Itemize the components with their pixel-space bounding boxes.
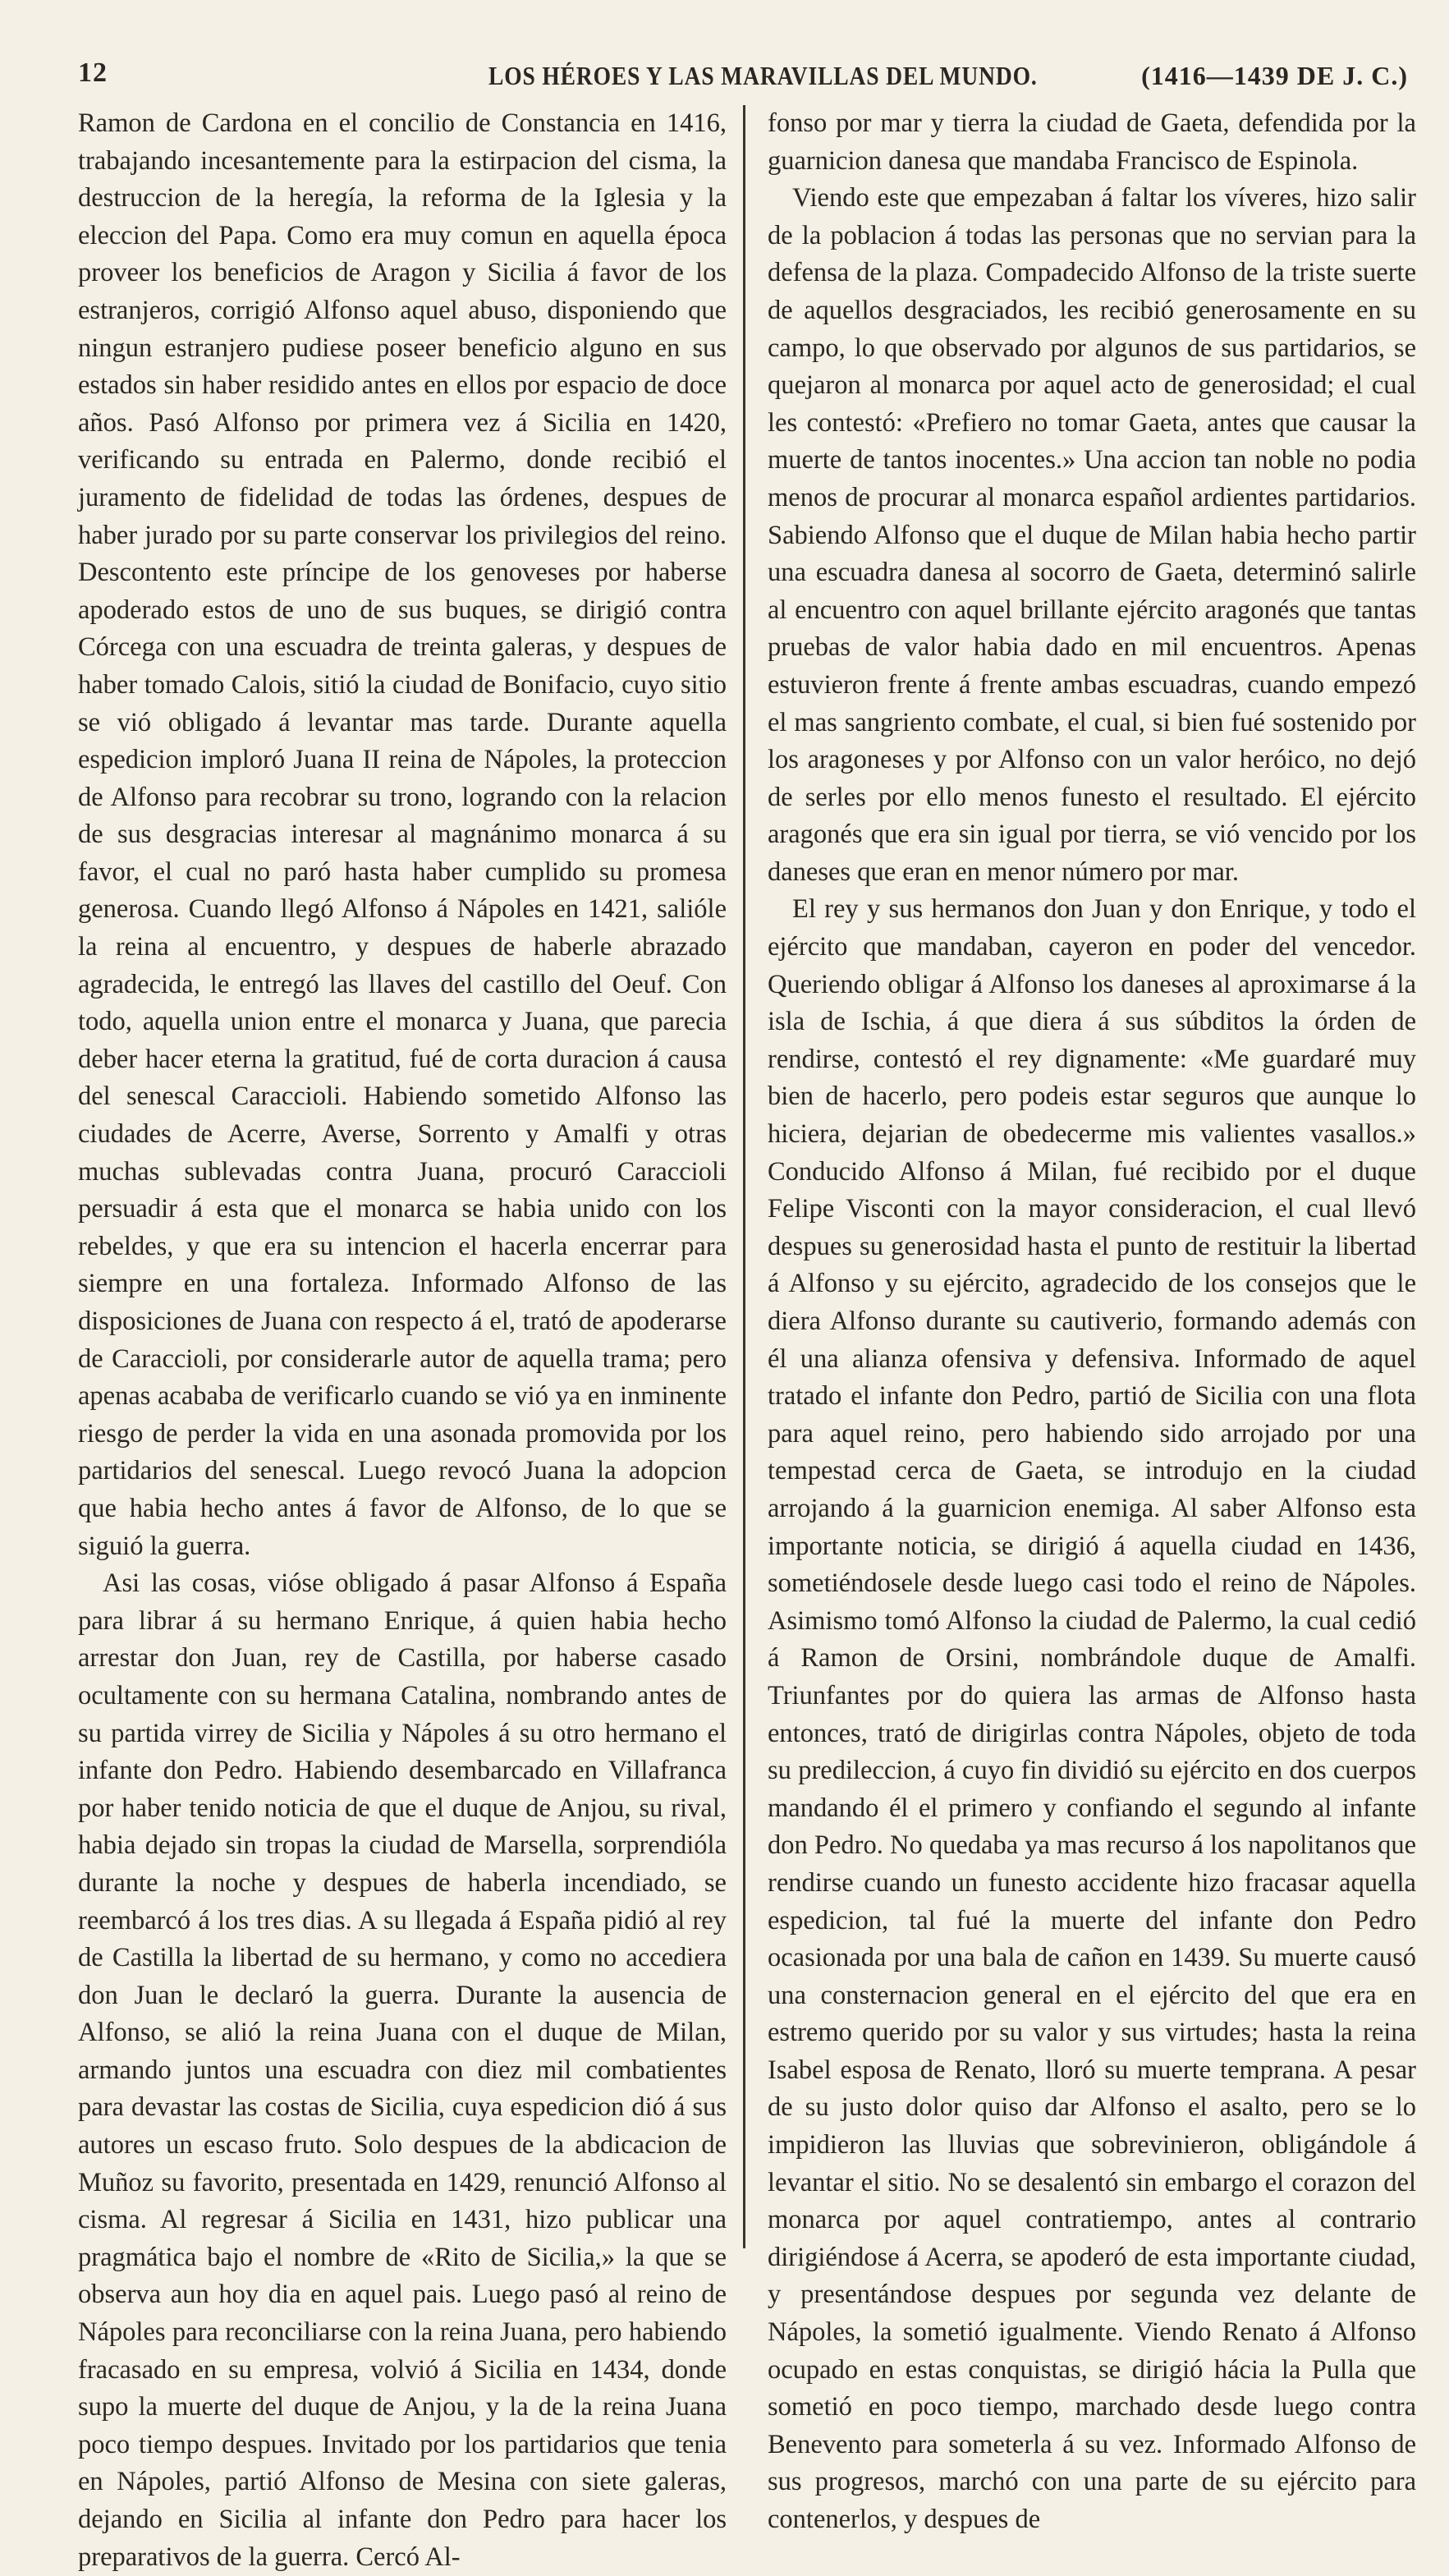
right-column — [768, 105, 1416, 2534]
left-column — [78, 105, 727, 2572]
paragraph: Ramon de Cardona en el concilio de Constancia en 1416, trabajando incesantemente para la estirpacion del cisma, la destruccion de la heregía, la reforma de la Iglesia y la eleccion del Papa. Como era muy comun en aquella época proveer los beneficios de Aragon y Sicilia á favor de los estranjeros, corrigió Alfonso aquel abuso, disponiendo que ningun estranjero pudiese poseer beneficio alguno en sus estados sin haber residido antes en ellos por espacio de doce años. Pasó Alfonso por primera vez á Sicilia en 1420, verificando su entrada en Palermo, donde recibió el juramento de fidelidad de todas las órdenes, despues de haber jurado por su parte conservar los privilegios del reino. Descontento este príncipe de los genoveses por haberse apoderado estos de uno de sus buques, se dirigió contra Córcega con una escuadra de treinta galeras, y despues de haber tomado Calois, sitió la ciudad de Bonifacio, cuyo sitio se vió obligado á levantar mas tarde. Durante aquella espedicion imploró Juana II reina de Nápoles, la proteccion de Alfonso para recobrar su trono, logrando con la relacion de sus desgracias interesar al magnánimo monarca á su favor, el cual no paró hasta haber cumplido su promesa generosa. Cuando llegó Alfonso á Nápoles en 1421, salióle la reina al encuentro, y despues de haberle abrazado agradecida, le entregó las llaves del castillo del Oeuf. Con todo, aquella union entre el monarca y Juana, que parecia deber hacer eterna la gratitud, fué de corta duracion á causa del senescal Caraccioli. Habiendo sometido Alfonso las ciudades de Acerre, Averse, Sorrento y Amalfi y otras muchas sublevadas contra Juana, procuró Caraccioli persuadir á esta que el monarca se habia unido con los rebeldes, y que era su intencion el hacerla encerrar para siempre en una fortaleza. Informado Alfonso de las disposiciones de Juana con respecto á el, trató de apoderarse de Caraccioli, por considerarle autor de aquella trama; pero apenas acababa de verificarlo cuando se vió ya en inminente riesgo de perder la vida en una asonada promovida por los partidarios del senescal. Luego revocó Juana la adopcion que habia hecho antes á favor de Alfonso, de lo que se siguió la guerra. — [78, 108, 727, 1561]
page-header — [78, 51, 1408, 100]
running-dates: (1416—1439 DE J. C.) — [1141, 61, 1408, 90]
page-number: 12 — [78, 57, 108, 88]
paragraph: Viendo este que empezaban á faltar los víveres, hizo salir de la poblacion á todas las personas que no servian para la defensa de la plaza. Compadecido Alfonso de la triste suerte de aquellos desgraciados, les recibió generosamente en su campo, lo que observado por algunos de sus partidarios, se quejaron al monarca por aquel acto de generosidad; el cual les contestó: «Prefiero no tomar Gaeta, antes que causar la muerte de tantos inocentes.» Una accion tan noble no podia menos de procurar al monarca español ardientes partidarios. Sabiendo Alfonso que el duque de Milan habia hecho partir una escuadra danesa al socorro de Gaeta, determinó salirle al encuentro con aquel brillante ejército aragonés que tantas pruebas de valor habia dado en mil encuentros. Apenas estuvieron frente á frente ambas escuadras, cuando empezó el mas sangriento combate, el cual, si bien fué sostenido por los aragoneses y por Alfonso con un valor heróico, no dejó de serles por ello menos funesto el resultado. El ejército aragonés que era sin igual por tierra, se vió vencido por los daneses que eran en menor número por mar. — [768, 183, 1416, 887]
paragraph: Asi las cosas, vióse obligado á pasar Alfonso á España para librar á su hermano Enrique, á quien habia hecho arrestar don Juan, rey de Castilla, por haberse casado ocultamente con su hermana Catalina, nombrando antes de su partida virrey de Sicilia y Nápoles á su otro hermano el infante don Pedro. Habiendo desembarcado en Villafranca por haber tenido noticia de que el duque de Anjou, su rival, habia dejado sin tropas la ciudad de Marsella, sorprendióla durante la noche y despues de haberla incendiado, se reembarcó á los tres dias. A su llegada á España pidió al rey de Castilla la libertad de su hermano, y como no accediera don Juan le declaró la guerra. Durante la ausencia de Alfonso, se alió la reina Juana con el duque de Milan, armando juntos una escuadra con diez mil combatientes para devastar las costas de Sicilia, cuya espedicion dió á sus autores un escaso fruto. Solo despues de la abdicacion de Muñoz su favorito, presentada en 1429, renunció Alfonso al cisma. Al regresar á Sicilia en 1431, hizo publicar una pragmática bajo el nombre de «Rito de Sicilia,» la que se observa aun hoy dia en aquel pais. Luego pasó al reino de Nápoles para reconciliarse con la reina Juana, pero habiendo fracasado en su empresa, volvió á Sicilia en 1434, donde supo la muerte del duque de Anjou, y la de la reina Juana poco tiempo despues. Invitado por los partidarios que tenia en Nápoles, partió Alfonso de Mesina con siete galeras, dejando en Sicilia al infante don Pedro para hacer los preparativos de la guerra. Cercó Al- — [78, 1568, 727, 2572]
running-title: LOS HÉROES Y LAS MARAVILLAS DEL MUNDO. — [488, 61, 1038, 90]
paragraph: El rey y sus hermanos don Juan y don Enrique, y todo el ejército que mandaban, cayeron en poder del vencedor. Queriendo obligar á Alfonso los daneses al aproximarse á la isla de Ischia, á que diera á sus súbditos la órden de rendirse, contestó el rey dignamente: «Me guardaré muy bien de hacerlo, pero podeis estar seguros que aunque lo hiciera, dejarian de obedecerme mis valientes vasallos.» Conducido Alfonso á Milan, fué recibido por el duque Felipe Visconti con la mayor consideracion, el cual llevó despues su generosidad hasta el punto de restituir la libertad á Alfonso y su ejército, agradecido de los consejos que le diera Alfonso durante su cautiverio, formando además con él una alianza ofensiva y defensiva. Informado de aquel tratado el infante don Pedro, partió de Sicilia con una flota para aquel reino, pero habiendo sido arrojado por una tempestad cerca de Gaeta, se introdujo en la ciudad arrojando á la guarnicion enemiga. Al saber Alfonso esta importante noticia, se dirigió á aquella ciudad en 1436, sometiéndosele desde luego casi todo el reino de Nápoles. Asimismo tomó Alfonso la ciudad de Palermo, la cual cedió á Ramon de Orsini, nombrándole duque de Amalfi. Triunfantes por do quiera las armas de Alfonso hasta entonces, trató de dirigirlas contra Nápoles, objeto de toda su predileccion, á cuyo fin dividió su ejército en dos cuerpos mandando él el primero y confiando el segundo al infante don Pedro. No quedaba ya mas recurso á los napolitanos que rendirse cuando un funesto accidente hizo fracasar aquella espedicion, tal fué la muerte del infante don Pedro ocasionada por una bala de cañon en 1439. Su muerte causó una consternacion general en el ejército del que era en estremo querido por su valor y sus virtudes; hasta la reina Isabel esposa de Renato, lloró su muerte temprana. A pesar de su justo dolor quiso dar Alfonso el asalto, pero se lo impidieron las lluvias que sobrevinieron, obligándole á levantar el sitio. No se desalentó sin embargo el corazon del monarca por aquel contratiempo, antes al contrario dirigiéndose á Acerra, se apoderó de esta importante ciudad, y presentándose despues por segunda vez delante de Nápoles, la sometió igualmente. Viendo Renato á Alfonso ocupado en estas conquistas, se dirigió hácia la Pulla que sometió en poco tiempo, marchado desde luego contra Benevento para someterla á su vez. Informado Alfonso de sus progresos, marchó con una parte de su ejército para contenerlos, y despues de — [768, 894, 1416, 2534]
paragraph: fonso por mar y tierra la ciudad de Gaeta, defendida por la guarnicion danesa que mandaba Francisco de Espinola. — [768, 108, 1416, 176]
column-divider — [743, 105, 745, 2248]
